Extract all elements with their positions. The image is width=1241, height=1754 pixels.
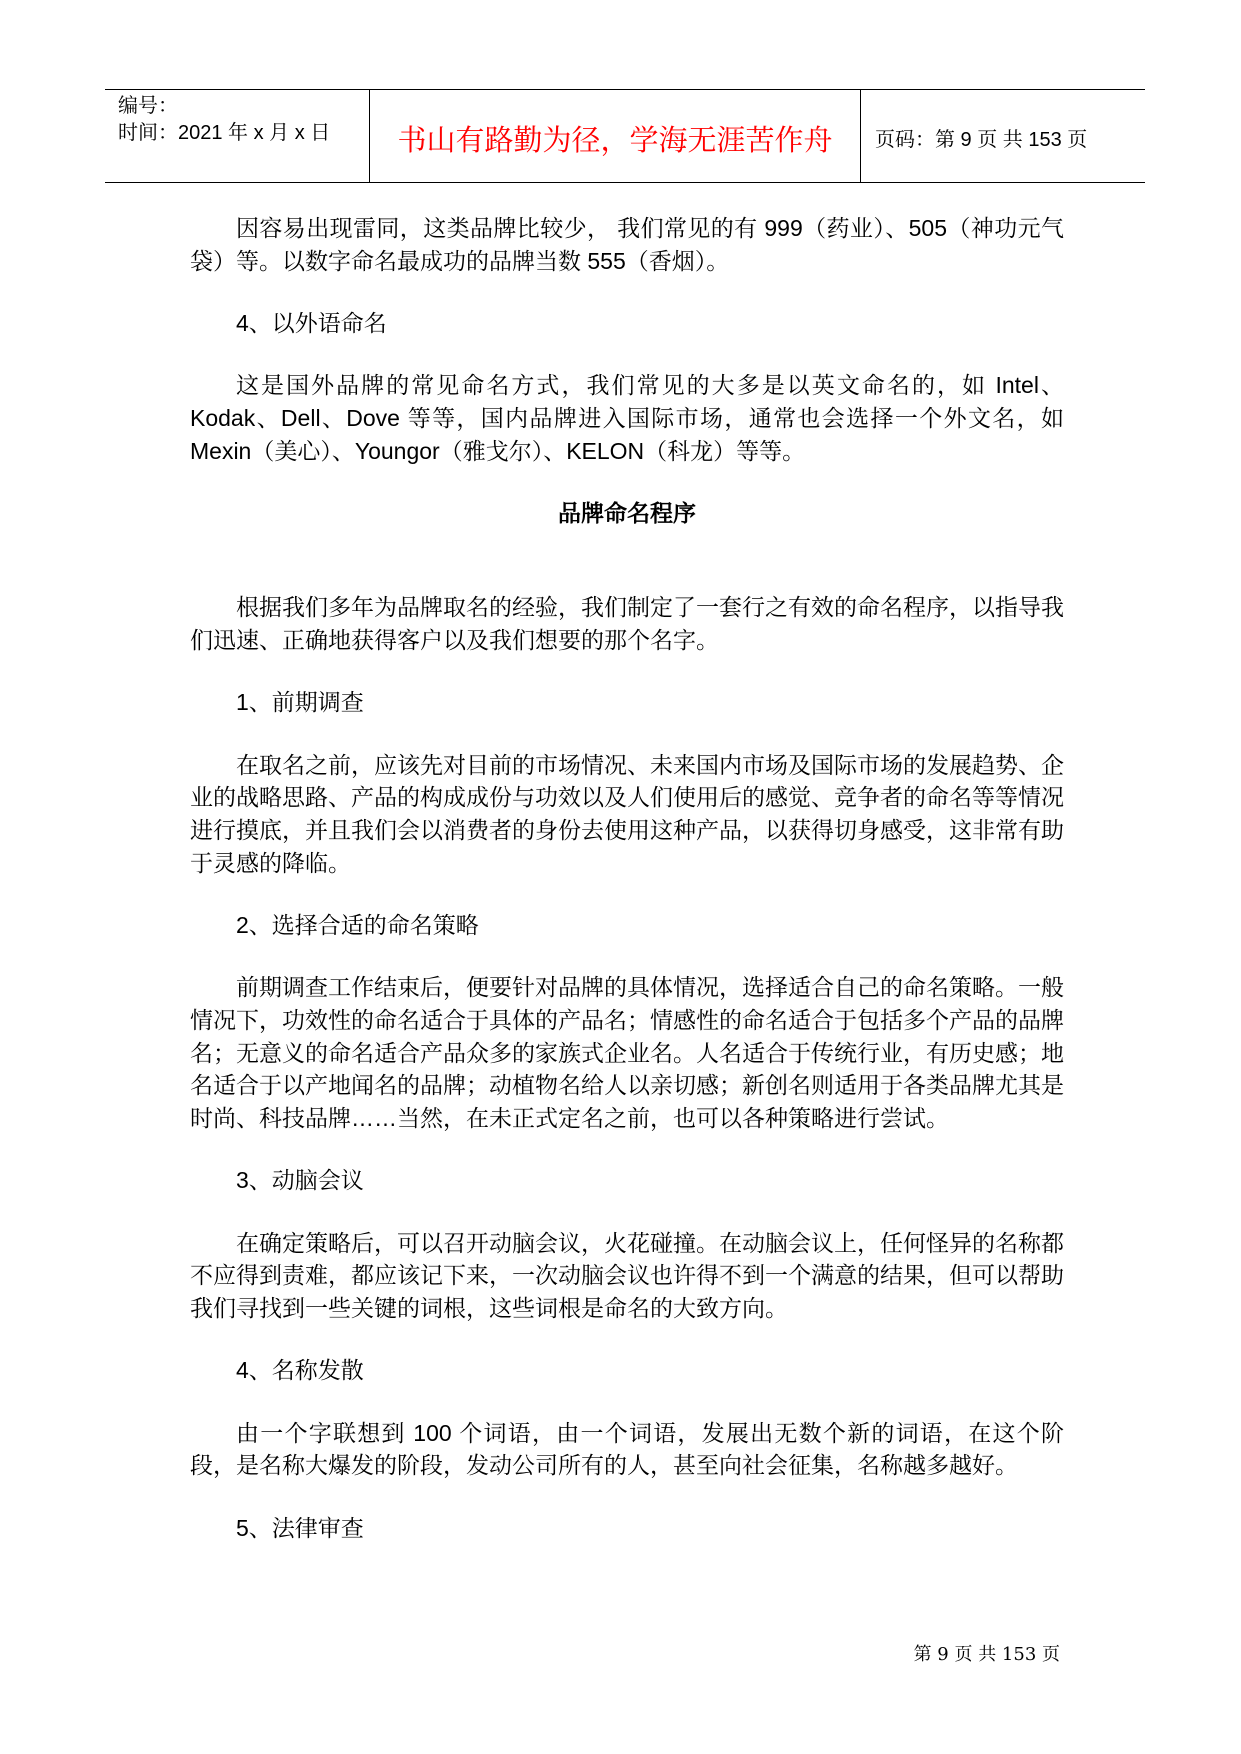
- header-info-cell: [105, 90, 370, 182]
- paragraph-strategy: 前期调查工作结束后，便要针对品牌的具体情况，选择适合自己的命名策略。一般情况下，功效性的命名适合于具体的产品名；情感性的命名适合于包括多个产品的品牌名；无意义的命名适合产品众多的家族式企业名。人名适合于传统行业，有历史感；地名适合于以产地闻名的品牌；动植物名给人以亲切感；新创名则适用于各类品牌尤其是时尚、科技品牌……当然，在未正式定名之前，也可以各种策略进行尝试。: [190, 974, 1064, 1132]
- paragraph-number-naming: 因容易出现雷同，这类品牌比较少， 我们常见的有 999（药业）、505（神功元气袋）等。以数字命名最成功的品牌当数 555（香烟）。: [190, 215, 1064, 274]
- page-footer-number: 第 9 页 共 153 页: [913, 1644, 1060, 1665]
- list-item-brainstorm: 3、动脑会议: [236, 1167, 364, 1194]
- list-item-research: 1、前期调查: [236, 689, 364, 716]
- paragraph-brainstorm: 在确定策略后，可以召开动脑会议，火花碰撞。在动脑会议上，任何怪异的名称都不应得到责难，都应该记下来，一次动脑会议也许得不到一个满意的结果，但可以帮助我们寻找到一些关键的词根，这些词根是命名的大致方向。: [190, 1229, 1064, 1322]
- header-page-number: 页码：第 9 页 共 153 页: [875, 128, 1088, 151]
- list-item-legal-review: 5、法律审查: [236, 1514, 364, 1541]
- list-item-strategy: 2、选择合适的命名策略: [236, 912, 479, 938]
- header-motto: 书山有路勤为径，学海无涯苦作舟: [370, 90, 861, 182]
- paragraph-intro: 根据我们多年为品牌取名的经验，我们制定了一套行之有效的命名程序，以指导我们迅速、正确地获得客户以及我们想要的那个名字。: [190, 594, 1064, 653]
- document-body: [190, 212, 1064, 1574]
- paragraph-divergence: 由一个字联想到 100 个词语，由一个词语，发展出无数个新的词语，在这个阶段，是名称大爆发的阶段，发动公司所有的人，甚至向社会征集，名称越多越好。: [190, 1419, 1064, 1479]
- document-number-label: 编号：: [118, 95, 178, 117]
- paragraph-research: 在取名之前，应该先对目前的市场情况、未来国内市场及国际市场的发展趋势、企业的战略思路、产品的构成成份与功效以及人们使用后的感觉、竞争者的命名等等情况进行摸底，并且我们会以消费者的身份去使用这种产品，以获得切身感受，这非常有助于灵感的降临。: [190, 751, 1064, 876]
- list-item-foreign-naming: 4、以外语命名: [236, 310, 387, 336]
- paragraph-foreign-naming: 这是国外品牌的常见命名方式，我们常见的大多是以英文命名的，如 Intel、Kodak、Dell、Dove 等等，国内品牌进入国际市场，通常也会选择一个外文名，如 Mexin（美心）、Youngor（雅戈尔）、KELON（科龙）等等。: [190, 372, 1064, 464]
- list-item-divergence: 4、名称发散: [236, 1357, 364, 1384]
- document-time-label: 时间：2021 年 x 月 x 日: [118, 122, 331, 144]
- section-heading: 品牌命名程序: [558, 500, 696, 526]
- page-header-table: [105, 89, 1145, 183]
